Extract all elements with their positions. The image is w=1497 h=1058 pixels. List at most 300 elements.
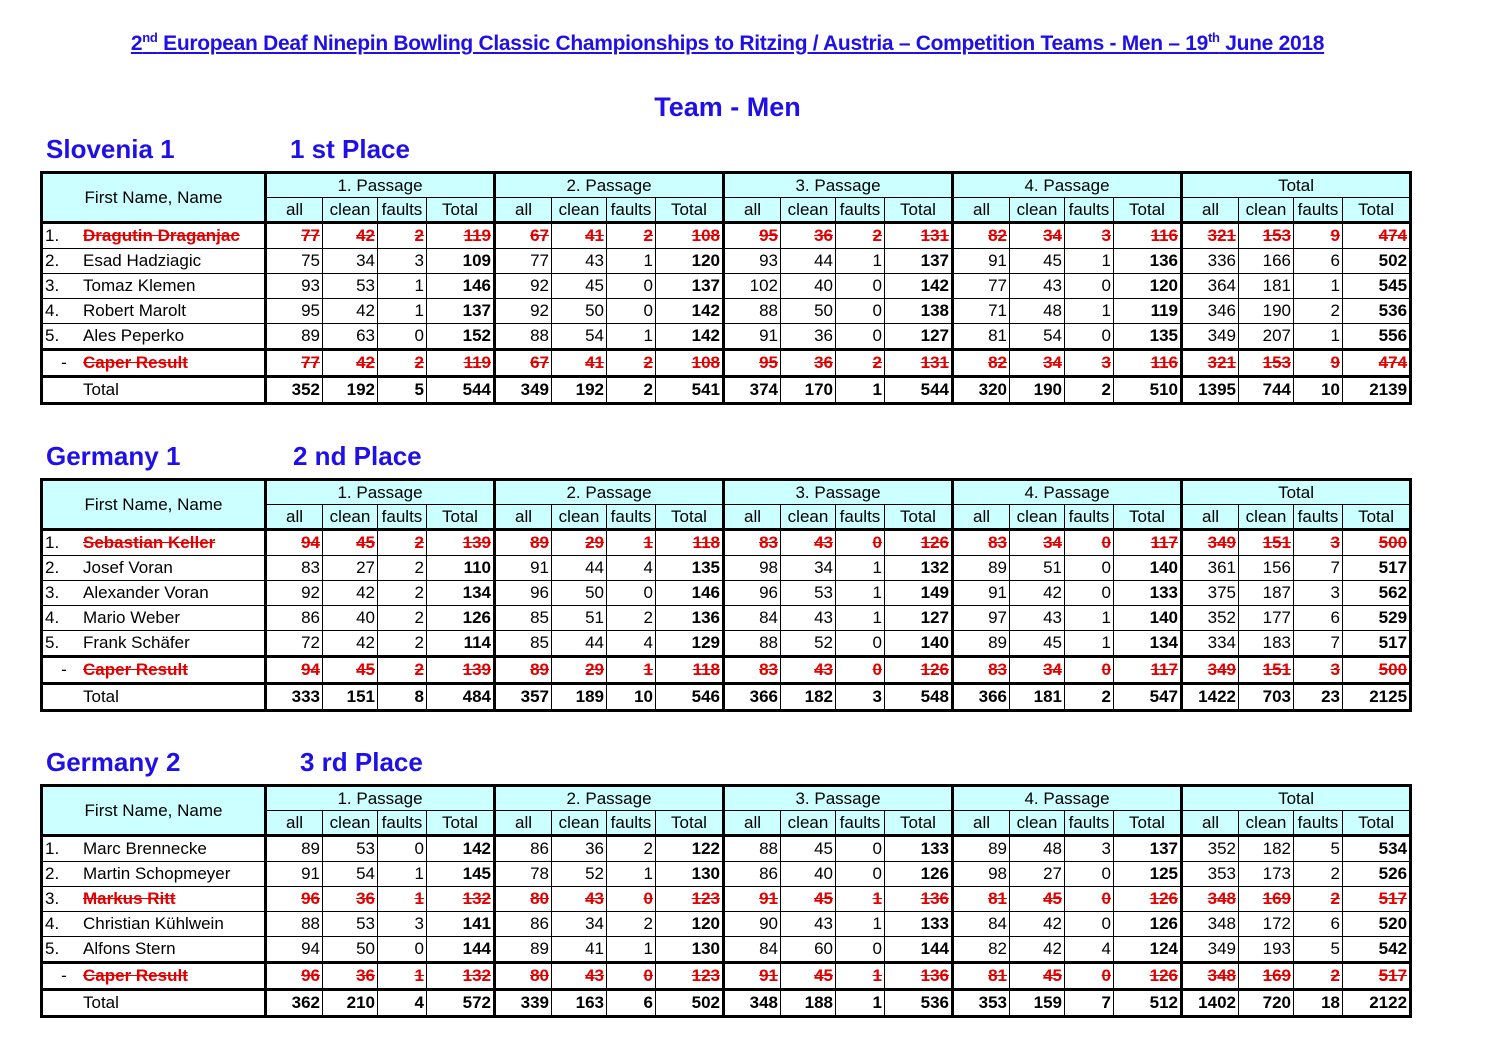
score-cell: 0 bbox=[836, 299, 885, 324]
player-name: Dragutin Draganjac bbox=[83, 226, 240, 245]
player-name: Frank Schäfer bbox=[83, 633, 190, 652]
score-cell: 67 bbox=[495, 350, 552, 377]
score-cell: 0 bbox=[836, 657, 885, 684]
score-cell: 44 bbox=[552, 556, 607, 581]
team-total-row bbox=[42, 990, 1411, 1017]
total-score-cell: 120 bbox=[656, 912, 724, 937]
total-score-cell: 484 bbox=[427, 684, 495, 711]
sub-column-header: clean bbox=[552, 198, 607, 223]
passage-header: Total bbox=[1182, 786, 1411, 811]
sub-column-header: faults bbox=[836, 198, 885, 223]
score-cell: 43 bbox=[552, 963, 607, 990]
team-score-table bbox=[40, 171, 1412, 405]
total-score-cell: 502 bbox=[1343, 249, 1411, 274]
score-cell: 352 bbox=[266, 377, 323, 404]
score-cell: 94 bbox=[266, 530, 323, 556]
team-total-row bbox=[42, 684, 1411, 711]
score-cell: 0 bbox=[1065, 862, 1114, 887]
passage-header: 3. Passage bbox=[724, 786, 953, 811]
score-cell: 91 bbox=[495, 556, 552, 581]
sub-column-header: all bbox=[1182, 505, 1239, 530]
score-cell: 89 bbox=[266, 836, 323, 862]
score-cell: 0 bbox=[1065, 657, 1114, 684]
player-row bbox=[42, 862, 1411, 887]
score-cell: 2 bbox=[1294, 299, 1343, 324]
total-score-cell: 144 bbox=[885, 937, 953, 963]
sub-column-header: all bbox=[953, 198, 1010, 223]
sub-column-header: all bbox=[724, 505, 781, 530]
score-cell: 349 bbox=[1182, 324, 1239, 350]
score-cell: 96 bbox=[266, 887, 323, 912]
score-cell: 86 bbox=[495, 836, 552, 862]
total-score-cell: 152 bbox=[427, 324, 495, 350]
total-score-cell: 140 bbox=[1114, 556, 1182, 581]
total-score-cell: 137 bbox=[427, 299, 495, 324]
score-cell: 88 bbox=[724, 299, 781, 324]
score-cell: 85 bbox=[495, 631, 552, 657]
player-name-cell bbox=[42, 862, 266, 887]
total-score-cell: 126 bbox=[885, 530, 953, 556]
team-total-row bbox=[42, 377, 1411, 404]
total-score-cell: 140 bbox=[885, 631, 953, 657]
sub-column-header: clean bbox=[1010, 811, 1065, 836]
name-column-header: First Name, Name bbox=[42, 480, 266, 530]
total-score-cell: 149 bbox=[885, 581, 953, 606]
row-index: 1. bbox=[45, 226, 60, 245]
player-row bbox=[42, 631, 1411, 657]
player-name-cell bbox=[42, 990, 266, 1017]
sub-column-header: clean bbox=[781, 811, 836, 836]
score-cell: 2 bbox=[1065, 377, 1114, 404]
document-title: 2nd European Deaf Ninepin Bowling Classic Championships to Ritzing / Austria – Competition Teams - Men – 19th June 2018 bbox=[130, 30, 1325, 55]
total-score-cell: 517 bbox=[1343, 963, 1411, 990]
sub-column-header: faults bbox=[1065, 505, 1114, 530]
score-cell: 3 bbox=[1065, 350, 1114, 377]
total-score-cell: 136 bbox=[1114, 249, 1182, 274]
passage-header: 3. Passage bbox=[724, 480, 953, 505]
total-score-cell: 142 bbox=[885, 274, 953, 299]
score-cell: 78 bbox=[495, 862, 552, 887]
score-cell: 0 bbox=[607, 274, 656, 299]
sub-column-header: clean bbox=[1010, 198, 1065, 223]
score-cell: 1 bbox=[607, 937, 656, 963]
total-score-cell: 137 bbox=[656, 274, 724, 299]
player-name: Robert Marolt bbox=[83, 301, 186, 320]
total-score-cell: 130 bbox=[656, 937, 724, 963]
score-cell: 352 bbox=[1182, 606, 1239, 631]
player-name: Caper Result bbox=[83, 353, 188, 372]
score-cell: 320 bbox=[953, 377, 1010, 404]
total-score-cell: 529 bbox=[1343, 606, 1411, 631]
score-cell: 333 bbox=[266, 684, 323, 711]
total-score-cell: 133 bbox=[1114, 581, 1182, 606]
score-cell: 1 bbox=[836, 377, 885, 404]
score-cell: 2 bbox=[378, 223, 427, 249]
score-cell: 43 bbox=[552, 249, 607, 274]
team-score-table bbox=[40, 478, 1412, 712]
total-score-cell: 130 bbox=[656, 862, 724, 887]
sub-column-header: all bbox=[953, 505, 1010, 530]
score-cell: 2 bbox=[378, 530, 427, 556]
total-score-cell: 119 bbox=[427, 223, 495, 249]
score-cell: 182 bbox=[1239, 836, 1294, 862]
score-cell: 177 bbox=[1239, 606, 1294, 631]
player-name-cell bbox=[42, 684, 266, 711]
score-cell: 0 bbox=[836, 530, 885, 556]
score-cell: 96 bbox=[495, 581, 552, 606]
player-name-cell bbox=[42, 631, 266, 657]
total-score-cell: 116 bbox=[1114, 350, 1182, 377]
row-index: 1. bbox=[45, 533, 60, 552]
score-cell: 2 bbox=[607, 836, 656, 862]
sub-column-header: faults bbox=[1065, 811, 1114, 836]
sub-column-header: faults bbox=[1294, 505, 1343, 530]
score-cell: 348 bbox=[724, 990, 781, 1017]
total-score-cell: 132 bbox=[427, 887, 495, 912]
total-score-cell: 110 bbox=[427, 556, 495, 581]
total-score-cell: 142 bbox=[656, 324, 724, 350]
total-score-cell: 119 bbox=[1114, 299, 1182, 324]
score-cell: 83 bbox=[953, 657, 1010, 684]
player-name: Tomaz Klemen bbox=[83, 276, 196, 295]
score-cell: 45 bbox=[1010, 249, 1065, 274]
total-score-cell: 124 bbox=[1114, 937, 1182, 963]
sub-column-header: all bbox=[495, 811, 552, 836]
score-cell: 10 bbox=[607, 684, 656, 711]
total-score-cell: 542 bbox=[1343, 937, 1411, 963]
score-cell: 40 bbox=[323, 606, 378, 631]
sub-column-header: faults bbox=[378, 505, 427, 530]
score-cell: 5 bbox=[1294, 836, 1343, 862]
score-cell: 366 bbox=[724, 684, 781, 711]
total-score-cell: 474 bbox=[1343, 223, 1411, 249]
score-cell: 43 bbox=[781, 657, 836, 684]
player-name-cell bbox=[42, 223, 266, 249]
name-column-header: First Name, Name bbox=[42, 173, 266, 223]
total-score-cell: 114 bbox=[427, 631, 495, 657]
score-cell: 45 bbox=[1010, 887, 1065, 912]
total-score-cell: 126 bbox=[1114, 912, 1182, 937]
sub-column-header: Total bbox=[1343, 811, 1411, 836]
score-cell: 2 bbox=[607, 606, 656, 631]
player-name-cell bbox=[42, 350, 266, 377]
total-score-cell: 512 bbox=[1114, 990, 1182, 1017]
sub-column-header: Total bbox=[1114, 505, 1182, 530]
total-score-cell: 120 bbox=[1114, 274, 1182, 299]
total-score-cell: 127 bbox=[885, 324, 953, 350]
score-cell: 10 bbox=[1294, 377, 1343, 404]
total-score-cell: 556 bbox=[1343, 324, 1411, 350]
row-index: 4. bbox=[45, 914, 60, 933]
score-cell: 1 bbox=[607, 530, 656, 556]
sub-column-header: clean bbox=[1239, 505, 1294, 530]
score-cell: 91 bbox=[724, 324, 781, 350]
total-score-cell: 117 bbox=[1114, 530, 1182, 556]
player-row bbox=[42, 836, 1411, 862]
total-score-cell: 116 bbox=[1114, 223, 1182, 249]
score-cell: 84 bbox=[953, 912, 1010, 937]
score-cell: 2 bbox=[378, 631, 427, 657]
score-cell: 34 bbox=[323, 249, 378, 274]
score-cell: 77 bbox=[266, 350, 323, 377]
sub-column-header: faults bbox=[607, 505, 656, 530]
player-row bbox=[42, 299, 1411, 324]
score-cell: 352 bbox=[1182, 836, 1239, 862]
total-score-cell: 536 bbox=[885, 990, 953, 1017]
sub-column-header: Total bbox=[427, 811, 495, 836]
score-cell: 0 bbox=[1065, 556, 1114, 581]
score-cell: 5 bbox=[1294, 937, 1343, 963]
score-cell: 703 bbox=[1239, 684, 1294, 711]
sub-column-header: all bbox=[1182, 811, 1239, 836]
total-score-cell: 123 bbox=[656, 963, 724, 990]
score-cell: 95 bbox=[724, 223, 781, 249]
score-cell: 91 bbox=[266, 862, 323, 887]
score-cell: 83 bbox=[724, 530, 781, 556]
score-cell: 5 bbox=[378, 377, 427, 404]
sub-column-header: Total bbox=[1114, 198, 1182, 223]
score-cell: 2 bbox=[378, 581, 427, 606]
score-cell: 1 bbox=[836, 581, 885, 606]
score-cell: 40 bbox=[781, 274, 836, 299]
player-name-cell bbox=[42, 963, 266, 990]
player-row bbox=[42, 556, 1411, 581]
score-cell: 2 bbox=[378, 350, 427, 377]
player-name: Esad Hadziagic bbox=[83, 251, 202, 270]
score-cell: 48 bbox=[1010, 836, 1065, 862]
score-cell: 159 bbox=[1010, 990, 1065, 1017]
player-row bbox=[42, 606, 1411, 631]
player-name-cell bbox=[42, 581, 266, 606]
score-cell: 71 bbox=[953, 299, 1010, 324]
score-cell: 0 bbox=[607, 581, 656, 606]
score-cell: 3 bbox=[1294, 530, 1343, 556]
score-cell: 361 bbox=[1182, 556, 1239, 581]
score-cell: 0 bbox=[607, 887, 656, 912]
team-name: Germany 1 bbox=[46, 441, 181, 471]
score-cell: 151 bbox=[323, 684, 378, 711]
player-name-cell bbox=[42, 274, 266, 299]
score-cell: 34 bbox=[1010, 350, 1065, 377]
total-score-cell: 119 bbox=[427, 350, 495, 377]
player-row bbox=[42, 887, 1411, 912]
total-score-cell: 146 bbox=[427, 274, 495, 299]
caper-result-row bbox=[42, 350, 1411, 377]
score-cell: 375 bbox=[1182, 581, 1239, 606]
score-cell: 173 bbox=[1239, 862, 1294, 887]
score-cell: 29 bbox=[552, 657, 607, 684]
score-cell: 169 bbox=[1239, 887, 1294, 912]
score-cell: 190 bbox=[1239, 299, 1294, 324]
sub-column-header: all bbox=[266, 198, 323, 223]
score-cell: 34 bbox=[552, 912, 607, 937]
score-cell: 153 bbox=[1239, 223, 1294, 249]
total-score-cell: 2139 bbox=[1343, 377, 1411, 404]
score-cell: 53 bbox=[323, 274, 378, 299]
score-cell: 4 bbox=[378, 990, 427, 1017]
score-cell: 83 bbox=[724, 657, 781, 684]
row-index: 5. bbox=[45, 633, 60, 652]
player-name: Alfons Stern bbox=[83, 939, 176, 958]
score-cell: 182 bbox=[781, 684, 836, 711]
score-cell: 321 bbox=[1182, 350, 1239, 377]
total-score-cell: 500 bbox=[1343, 657, 1411, 684]
score-cell: 3 bbox=[1065, 223, 1114, 249]
sub-column-header: all bbox=[266, 505, 323, 530]
total-score-cell: 118 bbox=[656, 530, 724, 556]
total-score-cell: 520 bbox=[1343, 912, 1411, 937]
score-cell: 348 bbox=[1182, 887, 1239, 912]
score-cell: 82 bbox=[953, 223, 1010, 249]
caper-result-row bbox=[42, 963, 1411, 990]
score-cell: 349 bbox=[1182, 937, 1239, 963]
sub-column-header: clean bbox=[552, 505, 607, 530]
score-cell: 52 bbox=[552, 862, 607, 887]
sub-column-header: clean bbox=[1239, 198, 1294, 223]
score-cell: 95 bbox=[266, 299, 323, 324]
score-cell: 2 bbox=[607, 377, 656, 404]
total-score-cell: 544 bbox=[427, 377, 495, 404]
player-name-cell bbox=[42, 912, 266, 937]
score-cell: 7 bbox=[1294, 631, 1343, 657]
score-cell: 36 bbox=[781, 324, 836, 350]
total-score-cell: 137 bbox=[1114, 836, 1182, 862]
total-score-cell: 137 bbox=[885, 249, 953, 274]
sub-column-header: clean bbox=[323, 811, 378, 836]
passage-header: Total bbox=[1182, 480, 1411, 505]
sub-column-header: faults bbox=[607, 811, 656, 836]
score-cell: 1 bbox=[607, 249, 656, 274]
sub-column-header: all bbox=[724, 198, 781, 223]
score-cell: 1 bbox=[1065, 299, 1114, 324]
score-cell: 1 bbox=[1294, 274, 1343, 299]
total-score-cell: 142 bbox=[656, 299, 724, 324]
score-cell: 52 bbox=[781, 631, 836, 657]
score-cell: 102 bbox=[724, 274, 781, 299]
score-cell: 357 bbox=[495, 684, 552, 711]
score-cell: 53 bbox=[323, 836, 378, 862]
score-cell: 321 bbox=[1182, 223, 1239, 249]
total-score-cell: 132 bbox=[427, 963, 495, 990]
score-cell: 45 bbox=[323, 657, 378, 684]
player-row bbox=[42, 530, 1411, 556]
player-name: Total bbox=[83, 380, 119, 399]
total-score-cell: 126 bbox=[1114, 963, 1182, 990]
score-cell: 169 bbox=[1239, 963, 1294, 990]
score-cell: 0 bbox=[1065, 912, 1114, 937]
score-cell: 3 bbox=[836, 684, 885, 711]
sub-column-header: faults bbox=[607, 198, 656, 223]
total-score-cell: 108 bbox=[656, 350, 724, 377]
score-cell: 82 bbox=[953, 350, 1010, 377]
score-cell: 53 bbox=[323, 912, 378, 937]
sub-column-header: faults bbox=[1065, 198, 1114, 223]
total-score-cell: 118 bbox=[656, 657, 724, 684]
score-cell: 50 bbox=[552, 299, 607, 324]
score-cell: 42 bbox=[323, 350, 378, 377]
player-name: Caper Result bbox=[83, 966, 188, 985]
score-cell: 81 bbox=[953, 963, 1010, 990]
score-cell: 36 bbox=[781, 223, 836, 249]
row-index: 3. bbox=[45, 276, 60, 295]
total-score-cell: 142 bbox=[427, 836, 495, 862]
score-cell: 0 bbox=[836, 862, 885, 887]
score-cell: 1 bbox=[836, 912, 885, 937]
score-cell: 6 bbox=[1294, 606, 1343, 631]
score-cell: 166 bbox=[1239, 249, 1294, 274]
score-cell: 207 bbox=[1239, 324, 1294, 350]
score-cell: 89 bbox=[953, 631, 1010, 657]
score-cell: 0 bbox=[378, 937, 427, 963]
score-cell: 83 bbox=[266, 556, 323, 581]
score-cell: 91 bbox=[953, 249, 1010, 274]
sub-column-header: Total bbox=[1114, 811, 1182, 836]
score-cell: 4 bbox=[607, 631, 656, 657]
score-cell: 0 bbox=[607, 963, 656, 990]
total-score-cell: 109 bbox=[427, 249, 495, 274]
total-score-cell: 144 bbox=[427, 937, 495, 963]
score-cell: 50 bbox=[323, 937, 378, 963]
sub-column-header: Total bbox=[885, 198, 953, 223]
total-score-cell: 141 bbox=[427, 912, 495, 937]
player-name: Ales Peperko bbox=[83, 326, 185, 345]
row-index: - bbox=[61, 353, 67, 372]
sub-column-header: faults bbox=[378, 198, 427, 223]
score-cell: 0 bbox=[1065, 963, 1114, 990]
score-cell: 27 bbox=[1010, 862, 1065, 887]
score-cell: 88 bbox=[266, 912, 323, 937]
total-score-cell: 136 bbox=[656, 606, 724, 631]
score-cell: 83 bbox=[953, 530, 1010, 556]
caper-result-row bbox=[42, 657, 1411, 684]
sub-column-header: Total bbox=[427, 198, 495, 223]
score-cell: 88 bbox=[724, 836, 781, 862]
sub-column-header: clean bbox=[1239, 811, 1294, 836]
total-score-cell: 541 bbox=[656, 377, 724, 404]
score-cell: 0 bbox=[836, 836, 885, 862]
score-cell: 86 bbox=[495, 912, 552, 937]
score-cell: 1 bbox=[378, 274, 427, 299]
score-cell: 91 bbox=[953, 581, 1010, 606]
score-cell: 92 bbox=[495, 299, 552, 324]
score-cell: 42 bbox=[1010, 581, 1065, 606]
score-cell: 1 bbox=[1065, 631, 1114, 657]
score-cell: 187 bbox=[1239, 581, 1294, 606]
passage-header: Total bbox=[1182, 173, 1411, 198]
score-cell: 4 bbox=[1065, 937, 1114, 963]
score-cell: 86 bbox=[724, 862, 781, 887]
total-score-cell: 127 bbox=[885, 606, 953, 631]
passage-header: 2. Passage bbox=[495, 786, 724, 811]
score-cell: 91 bbox=[724, 887, 781, 912]
total-score-cell: 139 bbox=[427, 657, 495, 684]
score-cell: 0 bbox=[1065, 324, 1114, 350]
score-cell: 34 bbox=[781, 556, 836, 581]
score-cell: 0 bbox=[378, 324, 427, 350]
score-cell: 60 bbox=[781, 937, 836, 963]
score-cell: 29 bbox=[552, 530, 607, 556]
total-score-cell: 510 bbox=[1114, 377, 1182, 404]
score-cell: 80 bbox=[495, 887, 552, 912]
score-cell: 43 bbox=[1010, 606, 1065, 631]
sub-column-header: faults bbox=[836, 811, 885, 836]
total-score-cell: 572 bbox=[427, 990, 495, 1017]
passage-header: 2. Passage bbox=[495, 480, 724, 505]
score-cell: 18 bbox=[1294, 990, 1343, 1017]
sub-column-header: faults bbox=[836, 505, 885, 530]
score-cell: 1 bbox=[836, 556, 885, 581]
score-cell: 42 bbox=[323, 631, 378, 657]
